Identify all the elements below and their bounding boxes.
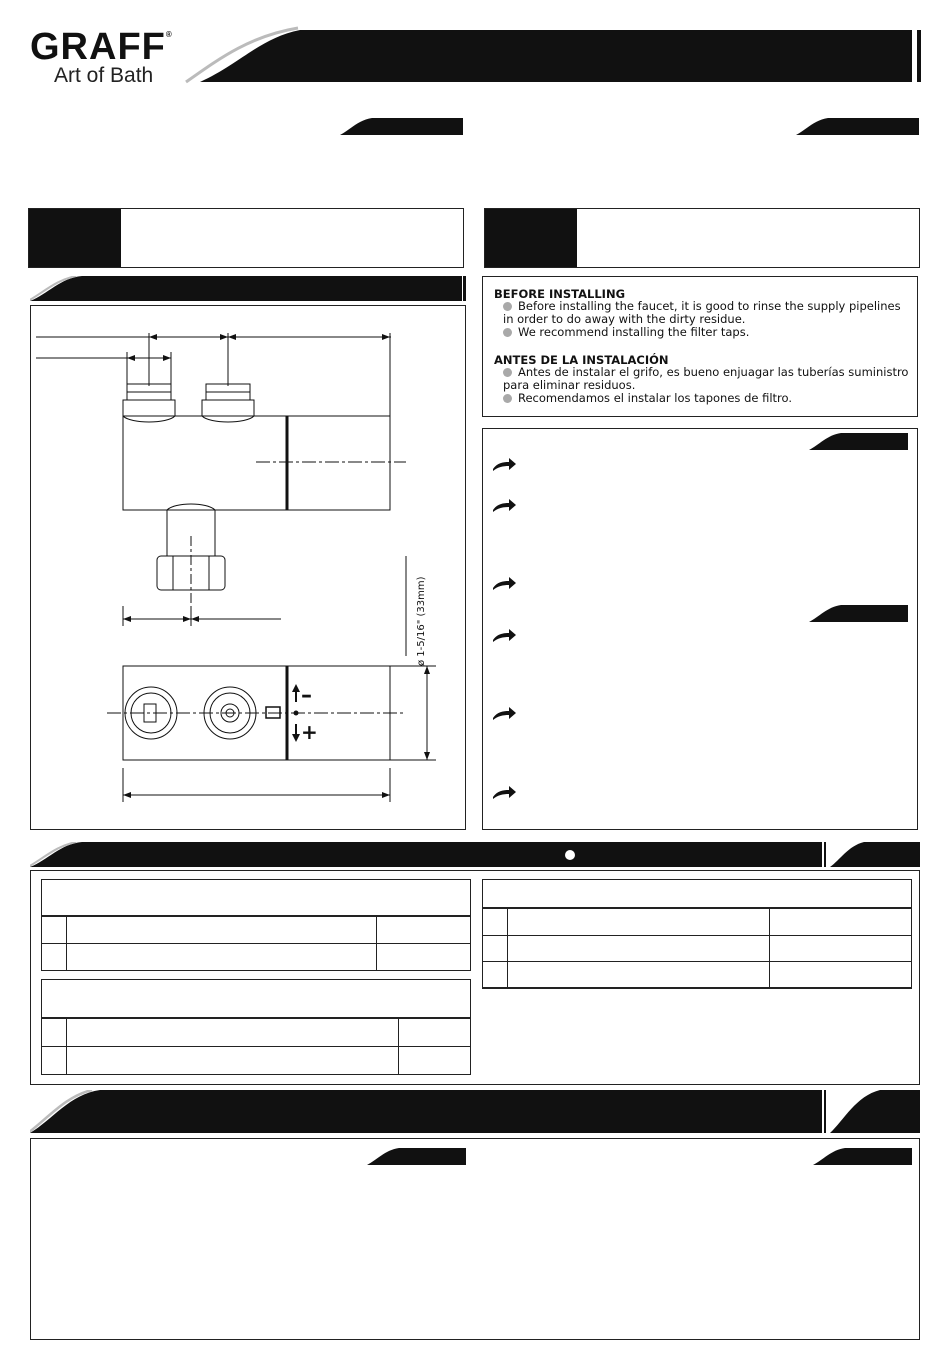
- section-tab-right: [796, 118, 920, 136]
- antes-instalacion-title: ANTES DE LA INSTALACIÓN: [494, 353, 669, 367]
- model-box-left: [28, 208, 464, 268]
- arrow-bullet-icon: [491, 457, 517, 473]
- model-box-right: [484, 208, 920, 268]
- parts-panel: [30, 870, 920, 1085]
- model-box-left-label-block: [29, 209, 121, 267]
- installation-tab-right: [813, 1148, 913, 1166]
- bullet-icon: [503, 368, 512, 377]
- bullet-icon: [503, 394, 512, 403]
- instructions-tab-2: [809, 605, 909, 623]
- bullet-icon: [503, 302, 512, 311]
- before-installing-item-1: Before installing the faucet, it is good to rinse the supply pipelines in order to do away with the dirty residue.: [503, 299, 901, 326]
- arrow-bullet-icon: [491, 706, 517, 722]
- antes-instalacion-item-2: Recomendamos el instalar los tapones de filtro.: [503, 392, 913, 405]
- brand-logo: [30, 26, 173, 69]
- parts-table-1: [41, 879, 471, 971]
- parts-table-3: [482, 879, 912, 989]
- installation-section-bar: [30, 1090, 920, 1134]
- plus-sign: +: [301, 720, 318, 744]
- before-installing-box: [482, 276, 918, 417]
- antes-instalacion-item-1: Antes de instalar el grifo, es bueno enjuagar las tuberías suministro para eliminar residuos.: [503, 365, 909, 392]
- bullet-icon: [503, 328, 512, 337]
- instructions-box: [482, 428, 918, 830]
- brand-name: GRAFF: [30, 26, 166, 68]
- header-banner: [180, 26, 925, 86]
- brand-registered-mark: ®: [165, 30, 173, 39]
- brand-tagline: Art of Bath: [54, 64, 154, 87]
- section-tab-left: [340, 118, 464, 136]
- arrow-bullet-icon: [491, 785, 517, 801]
- technical-drawing-panel: [30, 305, 466, 830]
- arrow-bullet-icon: [491, 498, 517, 514]
- arrow-bullet-icon: [491, 628, 517, 644]
- valve-body-side: [123, 416, 390, 510]
- minus-sign: –: [301, 683, 312, 708]
- dimensions-section-bar: [30, 276, 466, 302]
- arrow-bullet-icon: [491, 576, 517, 592]
- dimension-label: ø 1-5/16" (33mm): [416, 576, 427, 666]
- before-installing-item-2: We recommend installing the filter taps.: [503, 326, 913, 339]
- installation-panel: [30, 1138, 920, 1340]
- before-installing-title: BEFORE INSTALLING: [494, 287, 626, 301]
- instructions-tab-1: [809, 433, 909, 451]
- technical-drawing: [31, 306, 465, 829]
- installation-tab-left: [367, 1148, 467, 1166]
- parts-table-2: [41, 979, 471, 1075]
- parts-section-bar: [30, 842, 920, 868]
- model-box-right-label-block: [485, 209, 577, 267]
